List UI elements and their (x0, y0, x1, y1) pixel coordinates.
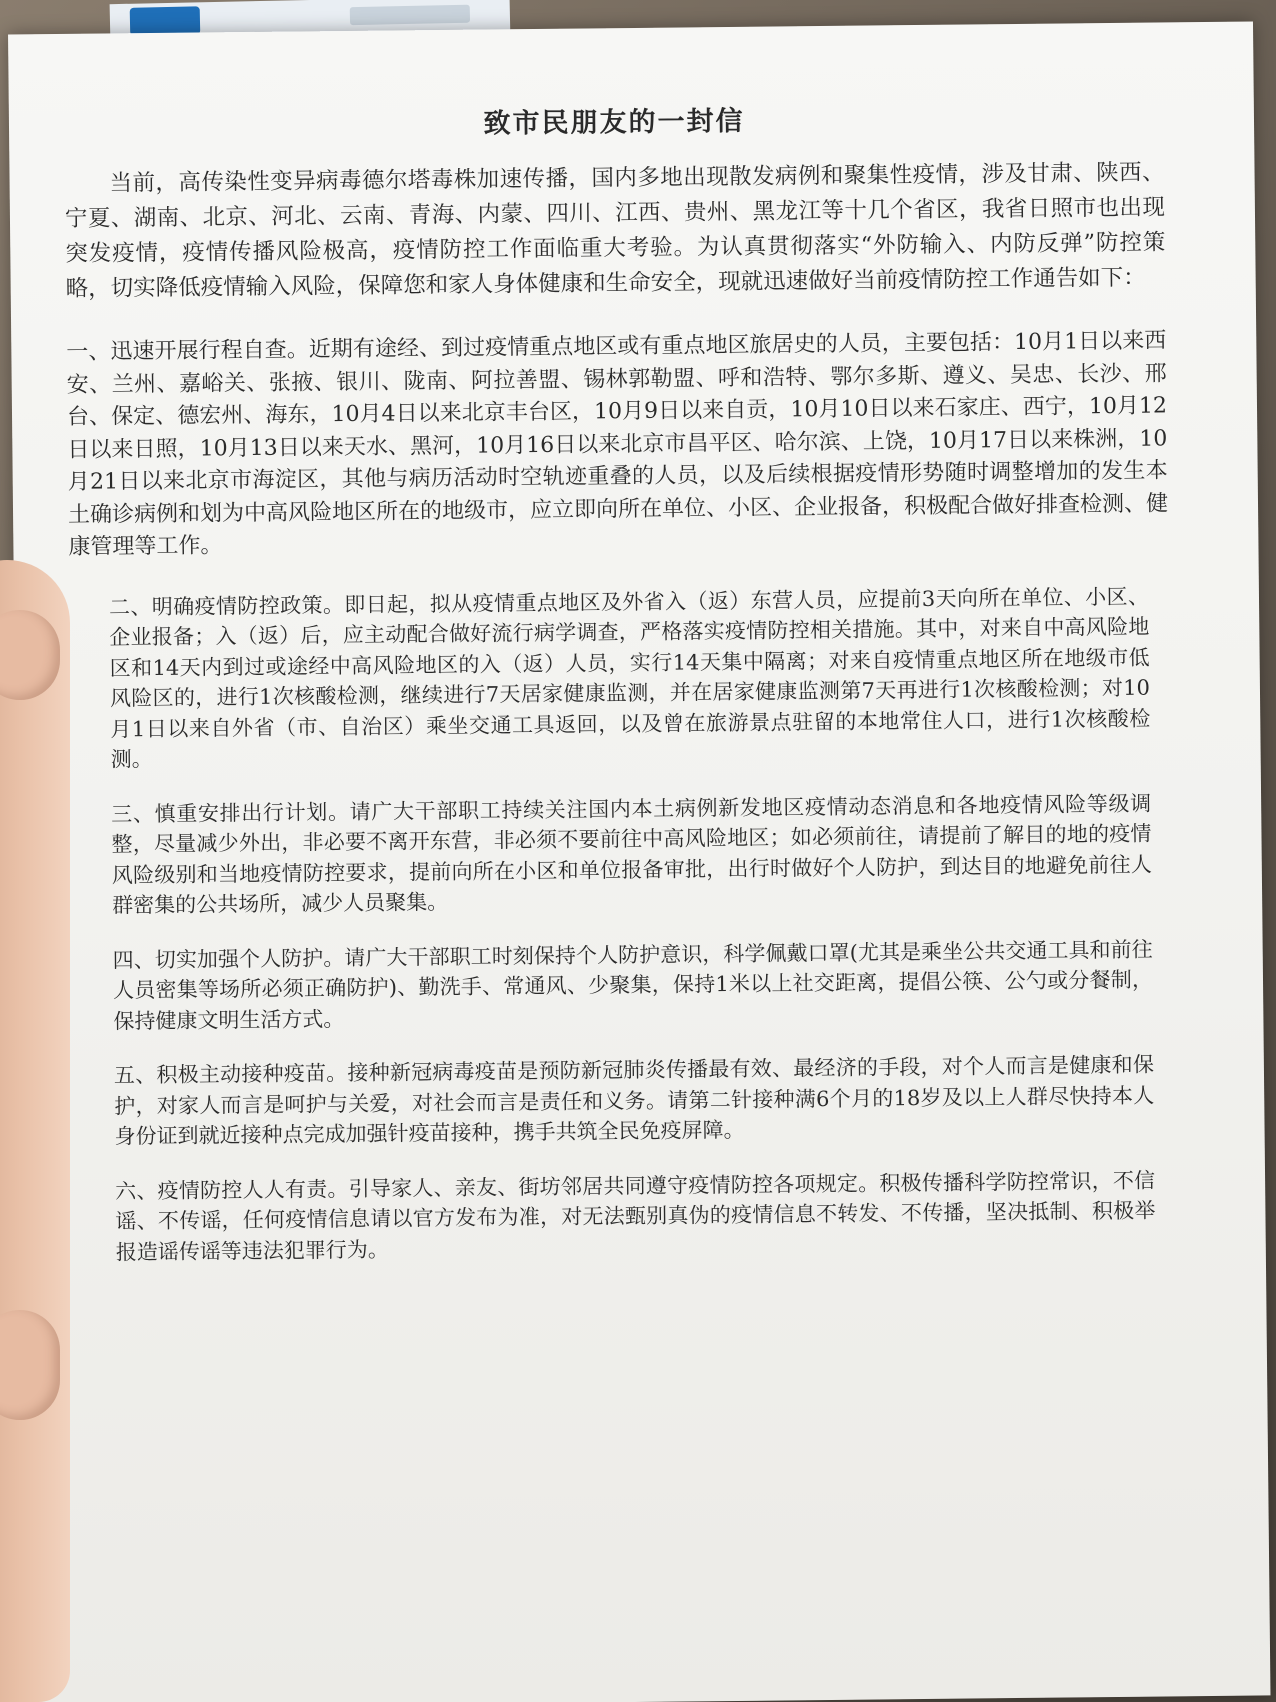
letter-intro-paragraph: 当前，高传染性变异病毒德尔塔毒株加速传播，国内多地出现散发病例和聚集性疫情，涉及甘肃、陕西、宁夏、湖南、北京、河北、云南、青海、内蒙、四川、江西、贵州、黑龙江等十几个省区，我省日照市也出现突发疫情，疫情传播风险极高，疫情防控工作面临重大考验。为认真贯彻落实“外防输入、内防反弹”防控策略，切实降低疫情输入风险，保障您和家人身体健康和生命安全，现就迅速做好当前疫情防控工作通告如下： (64, 159, 1166, 302)
section-2-prevention-policy: 二、明确疫情防控政策。即日起，拟从疫情重点地区及外省入（返）东营人员，应提前3天向所在单位、小区、企业报备；入（返）后，应主动配合做好流行病学调查，严格落实疫情防控相关措施。其中，对来自中高风险地区和14天内到过或途经中高风险地区的入（返）人员，实行14天集中隔离；对来自疫情重点地区所在地级市低风险区的，进行1次核酸检测，继续进行7天居家健康监测，并在居家健康监测第7天再进行1次核酸检测；对10月1日以来自外省（市、自治区）乘坐交通工具返回，以及曾在旅游景点驻留的本地常住人口，进行1次核酸检测。 (108, 584, 1151, 772)
finger-knuckle (0, 1310, 60, 1420)
section-5-vaccination: 五、积极主动接种疫苗。接种新冠病毒疫苗是预防新冠肺炎传播最有效、最经济的手段，对个人而言是健康和保护，对家人而言是呵护与关爱，对社会而言是责任和义务。请第二针接种满6个月的18岁及以上人群尽快持本人身份证到就近接种点完成加强针疫苗接种，携手共筑全民免疫屏障。 (113, 1052, 1155, 1149)
letter-title: 致市民朋友的一封信 (483, 105, 745, 140)
letter-body (64, 94, 1176, 1291)
section-6-shared-responsibility: 六、疫情防控人人有责。引导家人、亲友、街坊邻居共同遵守疫情防控各项规定。积极传播科学防控常识，不信谣、不传谣，任何疫情信息请以官方发布为准，对无法甄别真伪的疫情信息不转发、不传播，坚决抵制、积极举报造谣传谣等违法犯罪行为。 (115, 1168, 1156, 1264)
section-3-travel-plans: 三、慎重安排出行计划。请广大干部职工持续关注国内本土病例新发地区疫情动态消息和各地疫情风险等级调整，尽量减少外出，非必要不离开东营，非必须不要前往中高风险地区；如必须前往，请提前了解目的地的疫情风险级别和当地疫情防控要求，提前向所在小区和单位报备审批，出行时做好个人防护，到达目的地避免前往人群密集的公共场所，减少人员聚集。 (111, 791, 1152, 918)
section-1-itinerary-check: 一、迅速开展行程自查。近期有途经、到过疫情重点地区或有重点地区旅居史的人员，主要包括：10月1日以来西安、兰州、嘉峪关、张掖、银川、陇南、阿拉善盟、锡林郭勒盟、呼和浩特、鄂尔多斯、遵义、吴忠、长沙、邢台、保定、德宏州、海东，10月4日以来北京丰台区，10月9日以来自贡，10月10日以来石家庄、西宁，10月12日以来日照，10月13日以来天水、黑河，10月16日以来北京市昌平区、哈尔滨、上饶，10月17日以来株洲，10月21日以来北京市海淀区，其他与病历活动时空轨迹重叠的人员，以及后续根据疫情形势随时调整增加的发生本土确诊病例和划为中高风险地区所在的地级市，应立即向所在单位、小区、企业报备，积极配合做好排查检测、健康管理等工作。 (66, 328, 1169, 560)
letter-paper (8, 21, 1270, 1702)
card-grey-stripe (350, 5, 470, 26)
section-4-personal-protection: 四、切实加强个人防护。请广大干部职工时刻保持个人防护意识，科学佩戴口罩(尤其是乘坐公共交通工具和前往人员密集等场所必须正确防护)、勤洗手、常通风、少聚集，保持1米以上社交距离，提倡公筷、公勺或分餐制，保持健康文明生活方式。 (112, 937, 1154, 1033)
holding-hand (0, 560, 70, 1702)
card-blue-stripe (130, 6, 201, 35)
